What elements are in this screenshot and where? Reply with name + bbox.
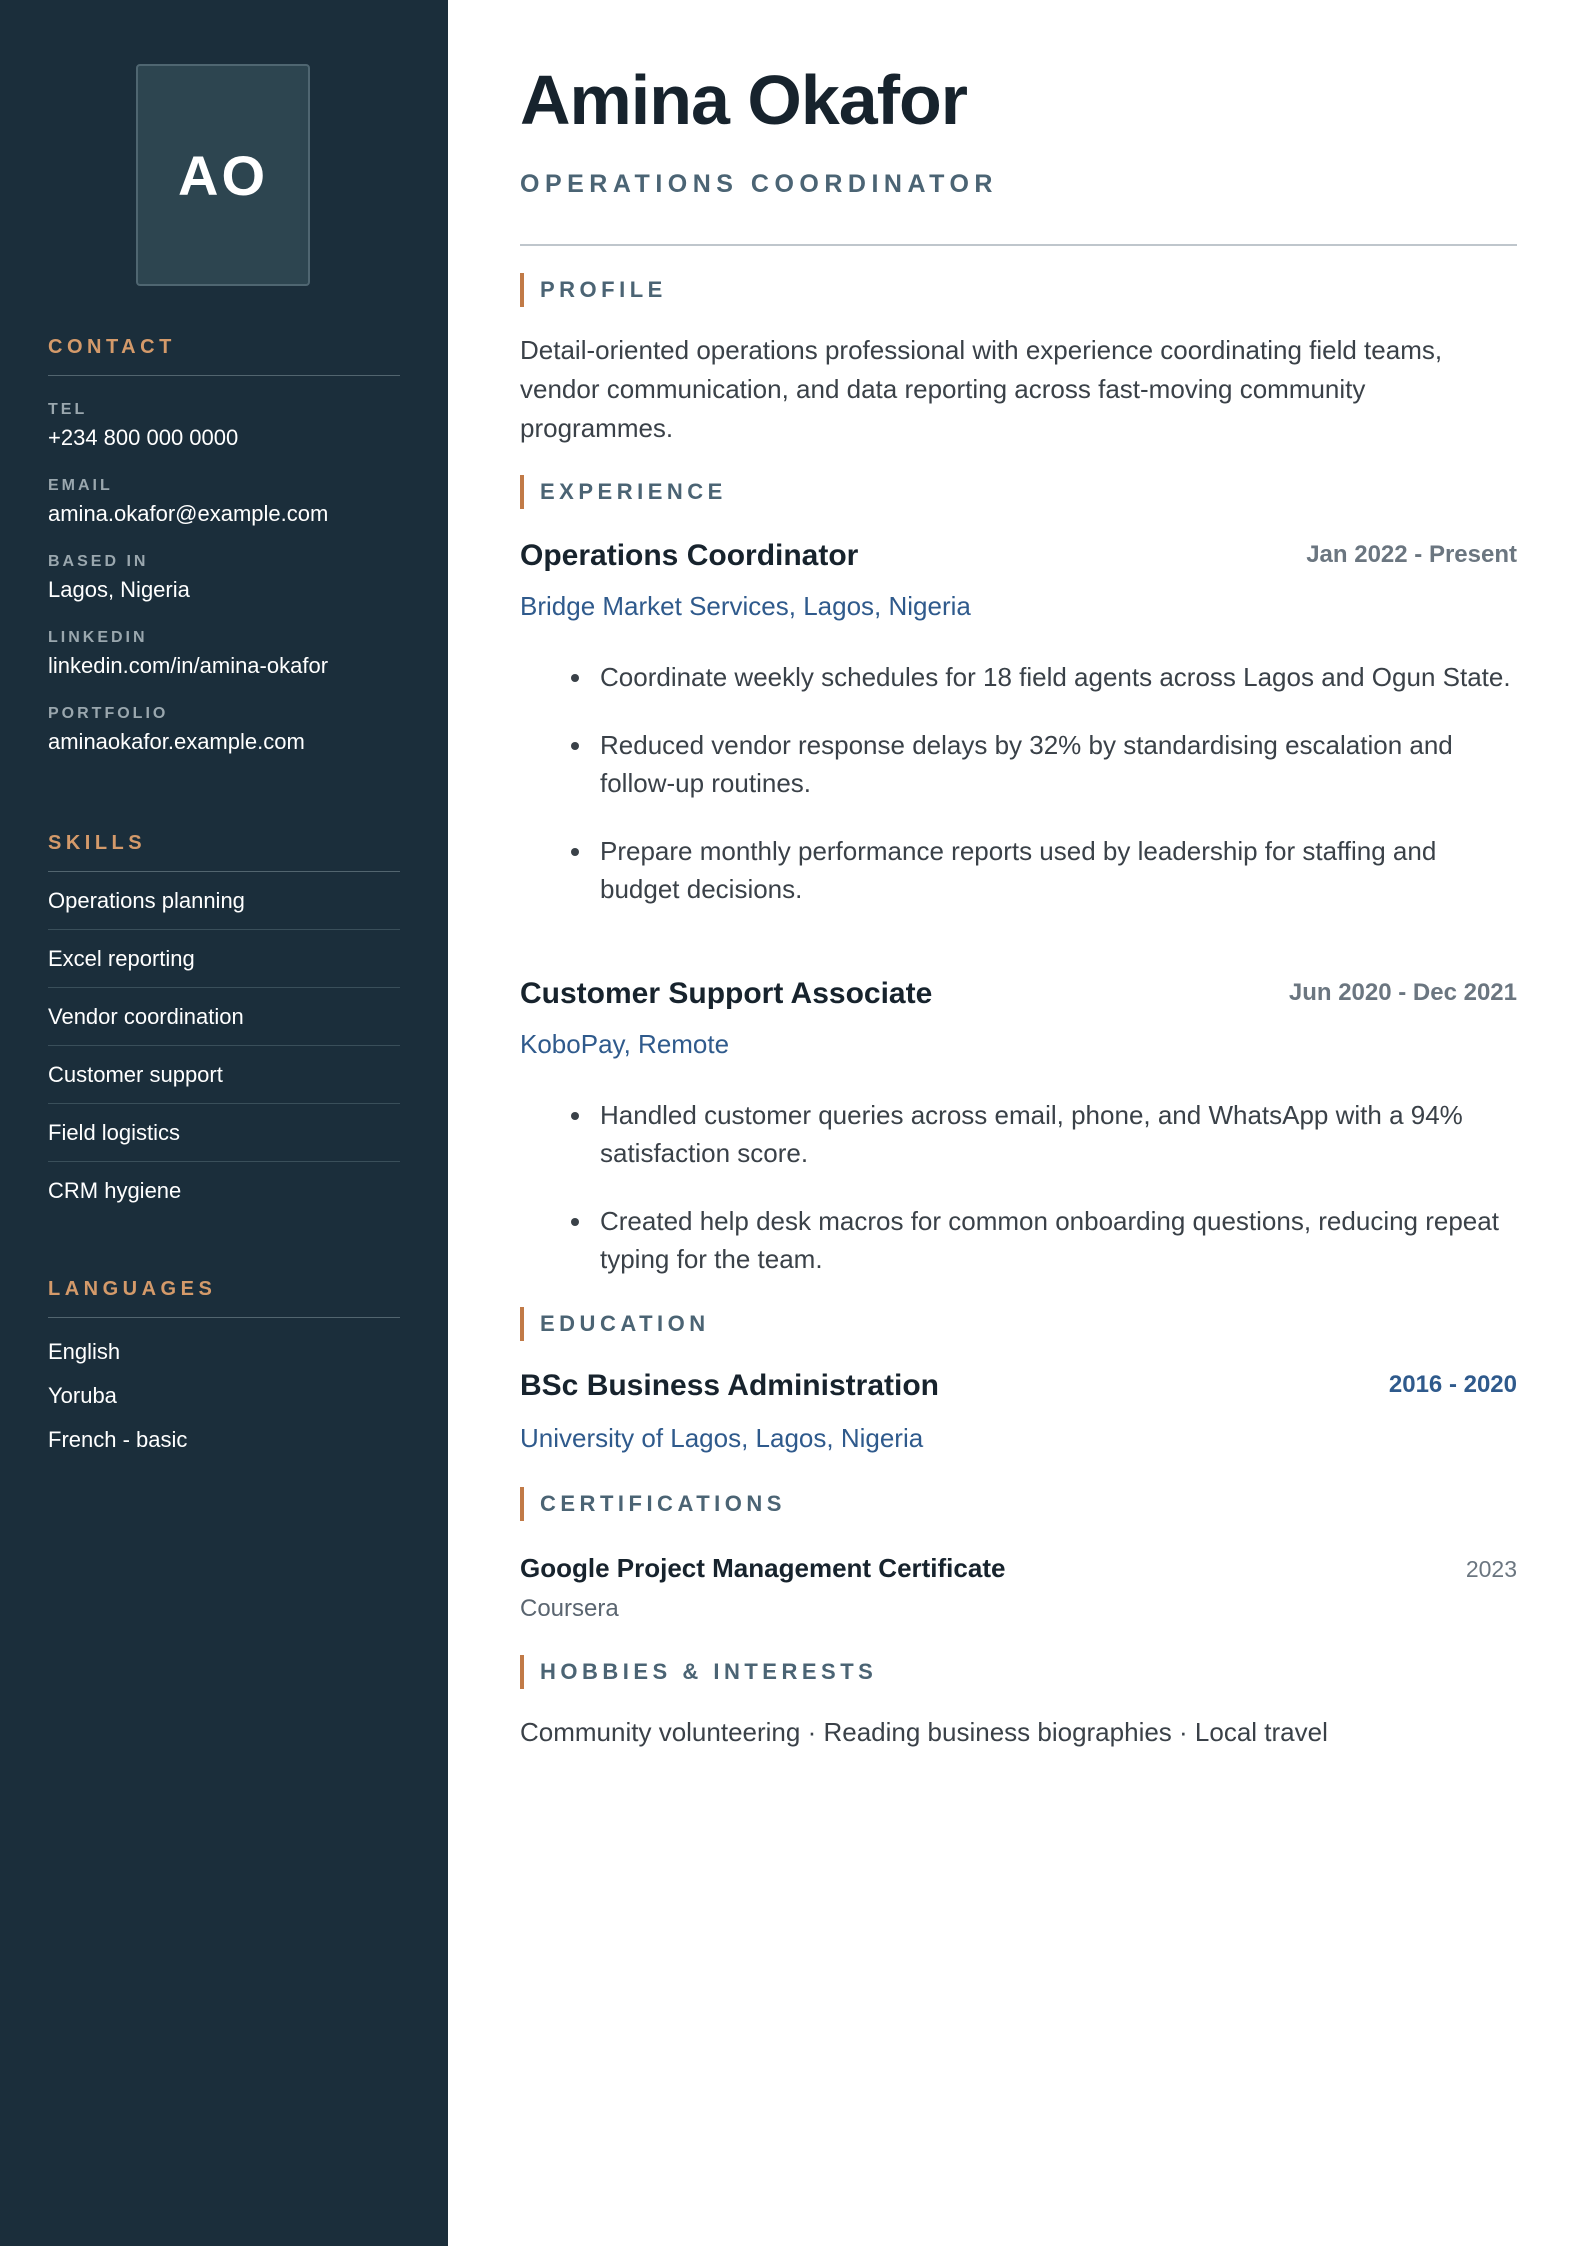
skill-item: Vendor coordination xyxy=(48,988,400,1046)
skill-item: CRM hygiene xyxy=(48,1178,182,1203)
certificate-issuer: Coursera xyxy=(520,1595,619,1622)
certificate-year: 2023 xyxy=(1465,1556,1517,1582)
job-bullets xyxy=(520,658,1517,938)
certificate-title: Google Project Management Certificate xyxy=(520,1553,1006,1583)
school-name: University of Lagos, Lagos, Nigeria xyxy=(520,1423,924,1453)
contact-item-tel xyxy=(48,400,400,452)
contact-label: LINKEDIN xyxy=(48,629,148,646)
contact-item-linkedin xyxy=(48,628,400,680)
profile-heading: PROFILE xyxy=(520,273,667,307)
skill-item: Excel reporting xyxy=(48,930,400,988)
degree-title: BSc Business Administration xyxy=(520,1369,939,1402)
job-title: Customer Support Associate xyxy=(520,977,933,1010)
bullet-item: Created help desk macros for common onboarding questions, reducing repeat typing for the team. xyxy=(600,1202,1517,1278)
contact-item-location xyxy=(48,552,400,604)
language-item: Yoruba xyxy=(48,1383,117,1408)
skill-item: Field logistics xyxy=(48,1104,400,1162)
skills-section xyxy=(48,832,400,1219)
job-organization: Bridge Market Services, Lagos, Nigeria xyxy=(520,591,971,621)
avatar: AO xyxy=(136,64,310,286)
bullet-item: Coordinate weekly schedules for 18 field agents across Lagos and Ogun State. xyxy=(600,658,1517,696)
portfolio-link[interactable]: aminaokafor.example.com xyxy=(48,729,305,754)
certifications-heading: CERTIFICATIONS xyxy=(520,1487,786,1521)
languages-heading: LANGUAGES xyxy=(48,1278,400,1318)
education-heading: EDUCATION xyxy=(520,1307,710,1341)
contact-label: TEL xyxy=(48,401,88,418)
contact-item-portfolio xyxy=(48,704,400,756)
sidebar xyxy=(0,0,448,2246)
contact-heading: CONTACT xyxy=(48,336,400,376)
job-title: Operations Coordinator xyxy=(520,539,859,572)
profile-summary: Detail-oriented operations professional with experience coordinating field teams, vendor communication, and data reporting across fast-moving community programmes. xyxy=(520,335,1443,443)
bullet-item: Handled customer queries across email, phone, and WhatsApp with a 94% satisfaction score. xyxy=(600,1096,1517,1172)
job-role-title: OPERATIONS COORDINATOR xyxy=(520,170,998,198)
phone-value[interactable]: +234 800 000 0000 xyxy=(48,425,239,450)
job-bullets xyxy=(520,1096,1517,1308)
job-dates: Jun 2020 - Dec 2021 xyxy=(1288,979,1517,1006)
contact-item-email xyxy=(48,476,400,528)
header-divider xyxy=(520,244,1517,246)
language-item: French - basic xyxy=(48,1427,188,1452)
experience-heading: EXPERIENCE xyxy=(520,475,727,509)
skills-heading: SKILLS xyxy=(48,832,400,872)
languages-section xyxy=(48,1278,400,1462)
hobbies-text: Community volunteering · Reading business biographies · Local travel xyxy=(520,1717,1328,1747)
contact-label: PORTFOLIO xyxy=(48,705,169,722)
hobbies-heading: HOBBIES & INTERESTS xyxy=(520,1655,877,1689)
linkedin-link[interactable]: linkedin.com/in/amina-okafor xyxy=(48,653,329,678)
skill-item: Customer support xyxy=(48,1046,400,1104)
email-value[interactable]: amina.okafor@example.com xyxy=(48,501,329,526)
contact-label: EMAIL xyxy=(48,477,113,494)
language-item: English xyxy=(48,1339,121,1364)
location-value: Lagos, Nigeria xyxy=(48,577,190,602)
contact-label: BASED IN xyxy=(48,553,149,570)
job-organization: KoboPay, Remote xyxy=(520,1029,730,1059)
languages-list xyxy=(48,1330,400,1462)
skill-item: Operations planning xyxy=(48,872,400,930)
job-dates: Jan 2022 - Present xyxy=(1306,541,1517,568)
education-dates: 2016 - 2020 xyxy=(1388,1371,1517,1398)
contact-section xyxy=(48,336,400,756)
candidate-name: Amina Okafor xyxy=(520,61,967,139)
bullet-item: Reduced vendor response delays by 32% by standardising escalation and follow-up routines. xyxy=(600,726,1517,802)
bullet-item: Prepare monthly performance reports used by leadership for staffing and budget decisions. xyxy=(600,832,1517,908)
